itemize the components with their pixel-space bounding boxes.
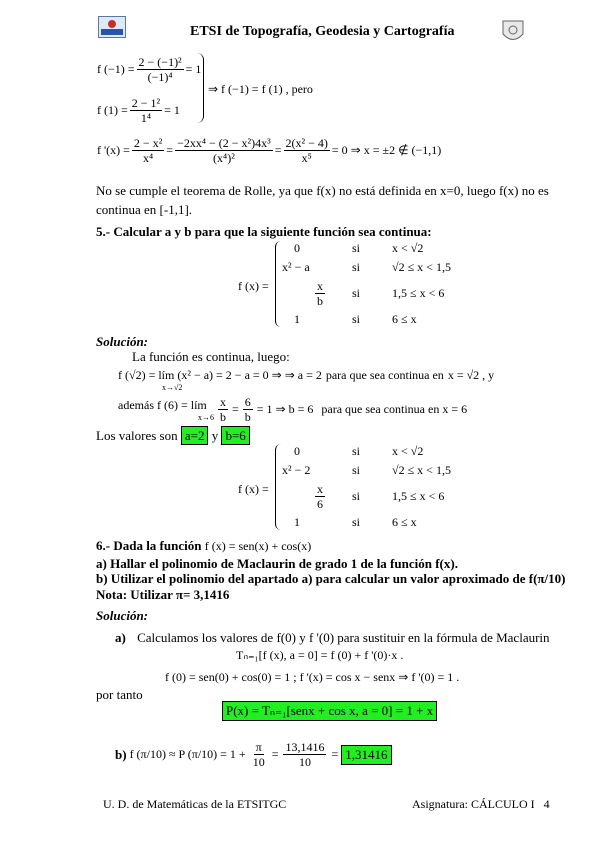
deriv-frac-1: [132, 136, 164, 165]
piecewise-2-label: f (x) =: [238, 482, 269, 496]
b-lhs: f (π/10) ≈ P (π/10) = 1 +: [129, 747, 246, 761]
denominator: x⁵: [301, 151, 312, 165]
piece-cond: √2 ≤ x < 1,5: [392, 463, 451, 477]
piece-cond: 1,5 ≤ x < 6: [392, 286, 445, 300]
ex6-part-a: a) Hallar el polinomio de Maclaurin de grado 1 de la función f(x).: [96, 556, 458, 571]
equals: =: [331, 747, 339, 761]
piece-si: si: [352, 489, 361, 503]
limit-2-pre: además f (6) = lím: [118, 397, 207, 412]
school-crest: [500, 18, 526, 46]
piece-expr: x² − 2: [282, 463, 311, 477]
numerator: x: [317, 279, 323, 293]
piece-si: si: [352, 241, 361, 255]
piece-expr: x² − a: [282, 260, 310, 274]
numerator: x: [220, 395, 226, 409]
f-1-frac: [130, 96, 162, 125]
numerator: 2 − (−1)²: [138, 55, 182, 69]
right-brace: [197, 53, 204, 123]
derivative-line: [97, 136, 441, 165]
numerator: 6: [244, 395, 251, 409]
ex6-a-line: [115, 630, 550, 646]
page-title: ETSI de Topografía, Geodesia y Cartografía: [190, 24, 455, 39]
piecewise-1-label: f (x) =: [238, 279, 269, 293]
equals: =: [166, 143, 174, 157]
values-formula: f (0) = sen(0) + cos(0) = 1 ; f '(x) = cos x − senx ⇒ f '(0) = 1 .: [165, 670, 460, 684]
limit-2-tail: = 1 ⇒ b = 6: [256, 402, 314, 416]
piece-si: si: [352, 260, 361, 274]
denominator: 10: [252, 755, 265, 769]
piece-expr: 1: [294, 515, 300, 529]
piece-si: si: [352, 312, 361, 326]
f-minus1-line: [97, 55, 201, 84]
limit-2-text: para que sea continua en x = 6: [321, 402, 468, 416]
ex6-statement: 6.- Dada la función: [96, 538, 202, 553]
limit-1-point: x = √2 , y: [447, 368, 495, 382]
denominator: b: [317, 294, 323, 308]
values-and: y: [211, 428, 219, 443]
ex5-statement: 5.- Calcular a y b para que la siguiente función sea continua:: [96, 224, 432, 239]
numerator: 2(x² − 4): [285, 136, 328, 150]
numerator: x: [317, 482, 323, 496]
f-minus1-lhs: f (−1) =: [97, 62, 135, 76]
numerator: 13,1416: [285, 740, 325, 754]
deriv-lhs: f '(x) =: [97, 143, 130, 157]
values-line: [96, 428, 250, 444]
piece-expr: 1: [294, 312, 300, 326]
piece-cond: 6 ≤ x: [392, 312, 417, 326]
a-text: Calculamos los valores de f(0) y f '(0) para sustituir en la fórmula de Maclaurin: [137, 630, 550, 645]
denominator: 1⁴: [140, 111, 152, 125]
conclusion-line-1: No se cumple el teorema de Rolle, ya que f(x) no está definida en x=0, luego f(x) no es: [96, 183, 549, 198]
ex5-solution-label: Solución:: [96, 334, 149, 349]
denominator: 6: [317, 497, 323, 511]
denominator: (−1)⁴: [147, 70, 173, 84]
ex6-function: f (x) = sen(x) + cos(x): [204, 539, 312, 553]
numerator: π: [255, 740, 262, 754]
limit-1-expr: f (√2) = lím (x² − a) = 2 − a = 0 ⇒ ⇒ a = 2: [118, 368, 322, 382]
piece-frac: [284, 279, 350, 308]
footer-course: Asignatura: CÁLCULO I: [412, 797, 535, 811]
b-value-highlight: b=6: [221, 426, 249, 445]
deriv-frac-2: [175, 136, 273, 165]
taylor-formula: Tₙ₌₁[f (x), a = 0] = f (0) + f '(0)·x .: [236, 648, 404, 662]
implies-text: ⇒ f (−1) = f (1) , pero: [208, 82, 313, 96]
limit-2-frac-1: [218, 395, 228, 424]
a-value-highlight: a=2: [181, 426, 209, 445]
por-tanto: por tanto: [96, 687, 143, 702]
piecewise-2: [275, 444, 492, 530]
limit-1-sub: x→√2: [162, 383, 183, 392]
piece-cond: x < √2: [392, 444, 424, 458]
ex6-b-line: [115, 740, 392, 769]
equals: =: [232, 402, 239, 416]
university-logo-icon: [99, 17, 125, 37]
piece-si: si: [352, 463, 361, 477]
denominator: (x⁴)²: [213, 151, 235, 165]
conclusion-line-2: continua en [-1,1].: [96, 202, 193, 217]
crest-icon: [500, 18, 526, 46]
ex6-part-b: b) Utilizar el polinomio del apartado a) para calcular un valor aproximado de f(π/10): [96, 571, 566, 586]
ex6-note: Nota: Utilizar π= 3,1416: [96, 587, 230, 602]
piece-si: si: [352, 444, 361, 458]
b-frac-1: [251, 740, 267, 769]
f-1-lhs: f (1) =: [97, 103, 128, 117]
limit-2-frac-2: [243, 395, 253, 424]
polynomial-result: P(x) = Tₙ₌₁[senx + cos x, a = 0] = 1 + x: [222, 701, 437, 721]
ex5-sol-intro: La función es continua, luego:: [132, 349, 290, 364]
b-result-highlight: 1,31416: [341, 745, 391, 765]
numerator: 2 − x²: [133, 136, 163, 150]
ex6-statement-line: [96, 538, 311, 554]
limit-1-line: [118, 368, 494, 392]
equals: =: [274, 143, 282, 157]
piece-si: si: [352, 515, 361, 529]
piece-frac: [284, 482, 350, 511]
denominator: 10: [298, 755, 311, 769]
limit-1-text: para que sea continua en: [325, 368, 444, 382]
page-number: 4: [543, 797, 550, 811]
a-label: a): [115, 630, 126, 645]
piece-cond: x < √2: [392, 241, 424, 255]
footer-left: U. D. de Matemáticas de la ETSITGC: [103, 797, 287, 811]
numerator: −2xx⁴ − (2 − x²)4x³: [177, 136, 271, 150]
piece-cond: 6 ≤ x: [392, 515, 417, 529]
equals: =: [271, 747, 279, 761]
denominator: b: [220, 410, 226, 424]
f-1-line: [97, 96, 180, 125]
piece-expr: 0: [294, 241, 300, 255]
piece-cond: 1,5 ≤ x < 6: [392, 489, 445, 503]
numerator: 2 − 1²: [131, 96, 161, 110]
values-pre: Los valores son: [96, 428, 178, 443]
result: = 1: [185, 62, 202, 76]
piecewise-1: [275, 241, 492, 327]
denominator: x⁴: [143, 151, 154, 165]
university-logo: [98, 16, 126, 38]
denominator: b: [244, 410, 251, 424]
limit-2-line: [118, 395, 467, 424]
result: = 1: [164, 103, 180, 117]
piece-expr: 0: [294, 444, 300, 458]
piece-si: si: [352, 286, 361, 300]
piece-cond: √2 ≤ x < 1,5: [392, 260, 451, 274]
limit-2-sub: x→6: [198, 412, 214, 422]
b-frac-2: [283, 740, 326, 769]
b-label: b): [115, 746, 127, 762]
deriv-tail: = 0 ⇒ x = ±2 ∉ (−1,1): [331, 143, 442, 157]
f-minus1-frac: [137, 55, 184, 84]
footer-right: [412, 797, 550, 812]
deriv-frac-3: [284, 136, 330, 165]
ex6-solution-label: Solución:: [96, 608, 149, 623]
